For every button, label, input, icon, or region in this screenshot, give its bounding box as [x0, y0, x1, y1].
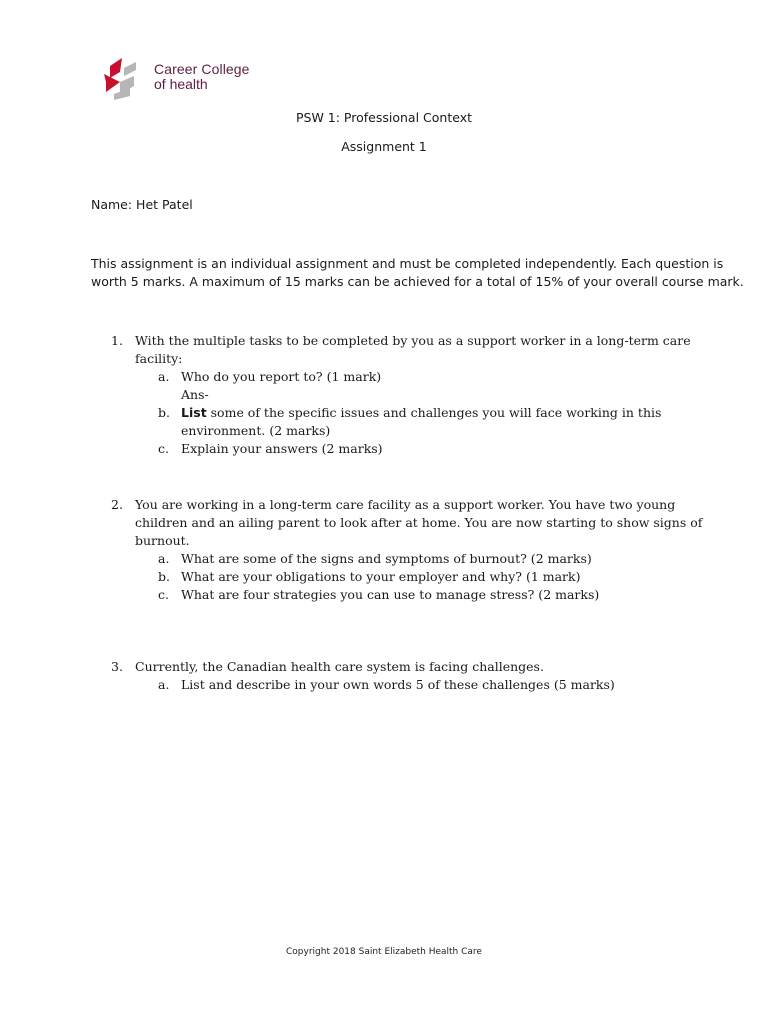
question-number: 3.	[111, 659, 123, 674]
logo	[100, 56, 260, 102]
question-line: You are working in a long-term care facility as a support worker. You have two young	[135, 497, 676, 512]
document-subtitle: Assignment 1	[341, 139, 427, 154]
question-line: With the multiple tasks to be completed by you as a support worker in a long-term care	[135, 333, 691, 348]
sub-letter: c.	[158, 587, 169, 602]
sub-question-2b	[91, 568, 671, 586]
sub-question-2a	[91, 550, 671, 568]
sub-line: What are some of the signs and symptoms of burnout? (2 marks)	[181, 551, 592, 566]
question-line: facility:	[135, 351, 183, 366]
intro-line-1: This assignment is an individual assignment and must be completed independently. Each question is	[91, 256, 724, 271]
question-number: 2.	[111, 497, 123, 512]
sub-question-1a	[91, 368, 671, 404]
sub-line: What are your obligations to your employer and why? (1 mark)	[181, 569, 581, 584]
sub-question-2c	[91, 586, 671, 604]
document-title: PSW 1: Professional Context	[295, 110, 472, 125]
sub-letter: a.	[158, 369, 170, 384]
name-line: Name: Het Patel	[91, 197, 193, 212]
sub-letter: a.	[158, 677, 170, 692]
sub-line: Who do you report to? (1 mark)	[181, 369, 382, 384]
answer-label: Ans-	[181, 387, 209, 402]
question-line: burnout.	[135, 533, 190, 548]
copyright-footer: Copyright 2018 Saint Elizabeth Health Care	[286, 947, 482, 957]
question-2-stem	[91, 496, 703, 550]
sub-letter: a.	[158, 551, 170, 566]
intro-line-2: worth 5 marks. A maximum of 15 marks can be achieved for a total of 15% of your overall course mark.	[91, 274, 744, 289]
question-2	[91, 496, 703, 604]
bold-keyword: List	[181, 405, 207, 420]
sub-line: Explain your answers (2 marks)	[181, 441, 383, 456]
sub-question-1c	[91, 440, 671, 458]
question-line: children and an ailing parent to look after at home. You are now starting to show signs of	[135, 515, 703, 530]
question-1-stem	[91, 332, 691, 368]
logo-wordmark	[154, 62, 250, 92]
question-3-stem	[91, 658, 671, 676]
logo-line-1: Career College	[154, 61, 250, 77]
student-name	[91, 197, 193, 212]
instructions-paragraph	[91, 255, 744, 291]
career-college-logo-mark-icon	[100, 56, 142, 102]
question-3	[91, 658, 671, 694]
sub-line	[181, 404, 671, 422]
sub-letter: b.	[158, 569, 170, 584]
sub-line: List and describe in your own words 5 of these challenges (5 marks)	[181, 677, 615, 692]
sub-question-3a	[91, 676, 671, 694]
question-line: Currently, the Canadian health care system is facing challenges.	[135, 659, 544, 674]
sub-question-1b	[91, 404, 671, 440]
sub-letter: b.	[158, 405, 170, 420]
question-1	[91, 332, 691, 458]
question-number: 1.	[111, 333, 123, 348]
sub-letter: c.	[158, 441, 169, 456]
sub-line: environment. (2 marks)	[181, 423, 331, 438]
sub-line-rest: some of the specific issues and challenges you will face working in this	[206, 405, 662, 420]
sub-line: What are four strategies you can use to manage stress? (2 marks)	[181, 587, 600, 602]
logo-line-2: of health	[154, 76, 208, 92]
